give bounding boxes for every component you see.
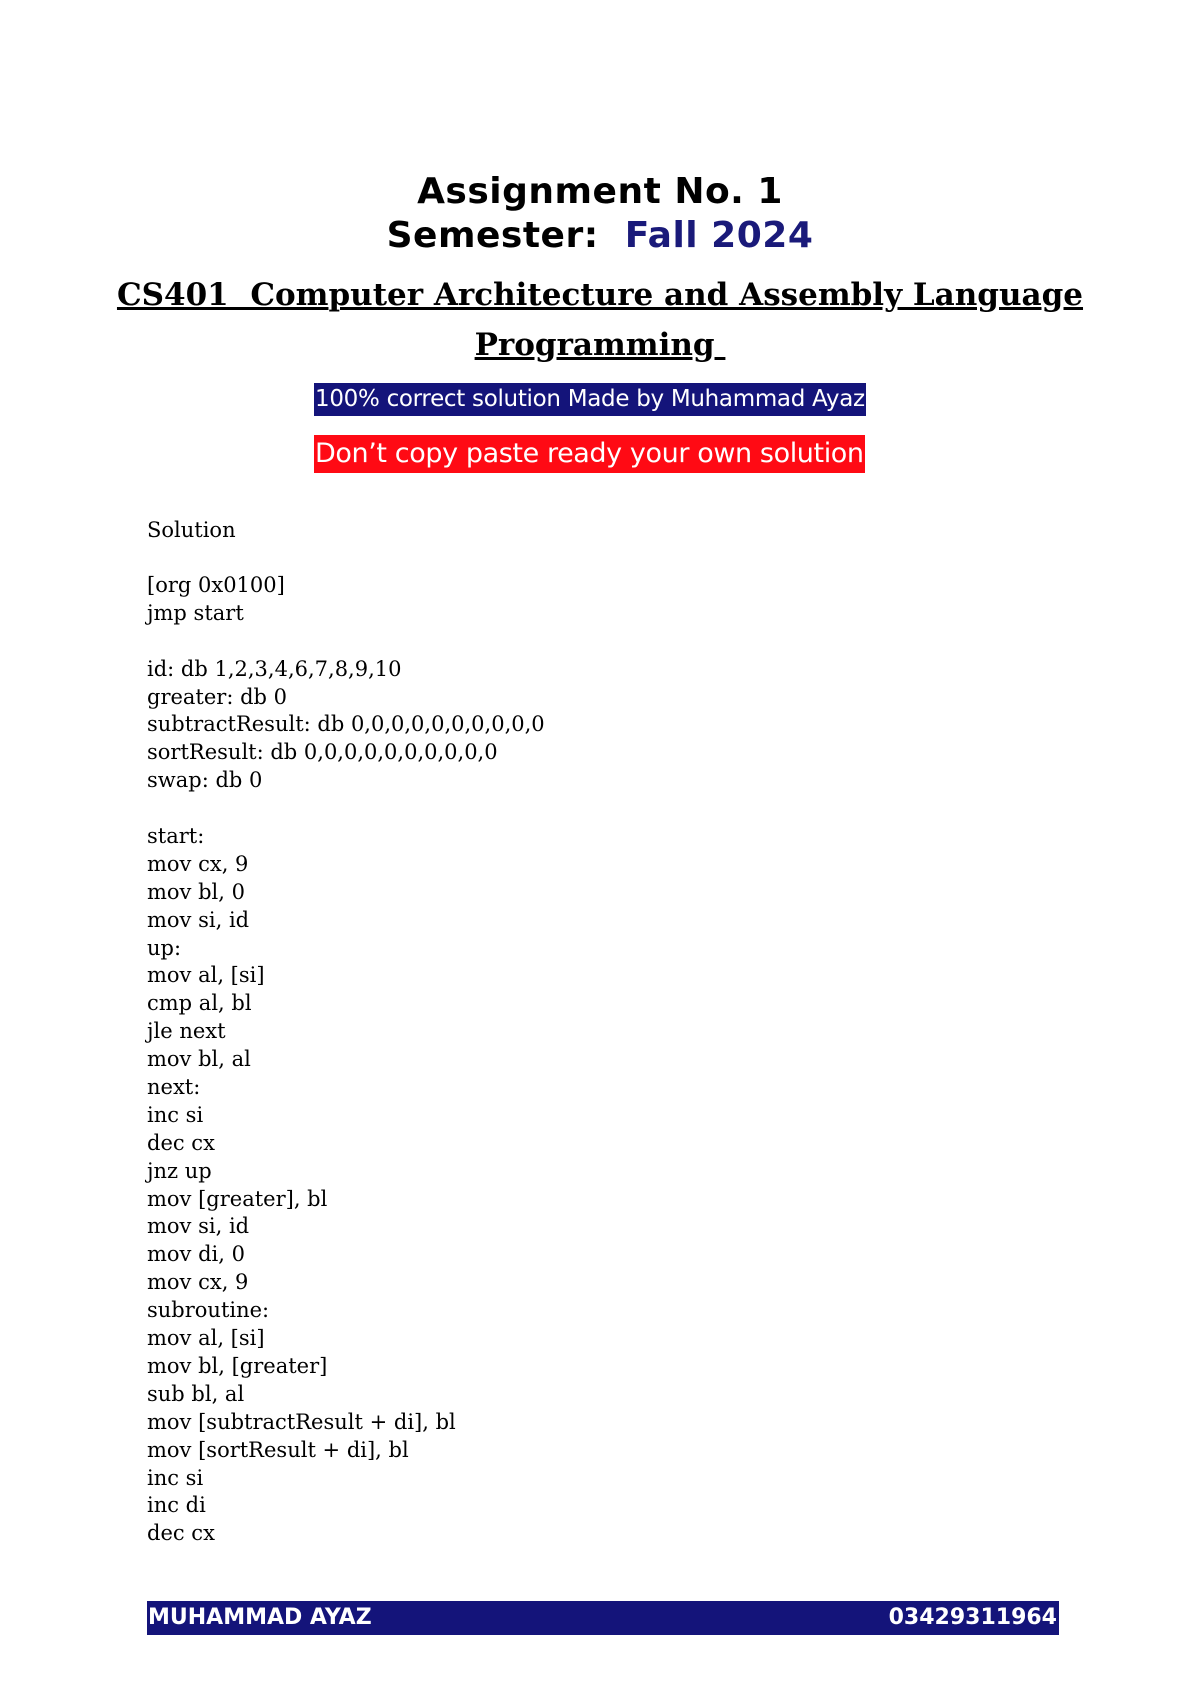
code-line: up: [147,935,182,960]
code-line: sortResult: db 0,0,0,0,0,0,0,0,0,0 [147,740,498,765]
code-line: mov [greater], bl [147,1186,328,1211]
code-line: inc si [147,1102,204,1127]
code-line: jnz up [147,1158,212,1183]
code-line: subroutine: [147,1298,270,1323]
footer-bar [147,1601,1059,1635]
code-line: mov al, [si] [147,1326,265,1351]
semester-value: Fall 2024 [624,215,814,256]
code-line: mov al, [si] [147,963,265,988]
code-line: dec cx [147,1521,215,1546]
code-line: mov bl, 0 [147,879,245,904]
code-line: jle next [147,1019,226,1044]
code-line: [org 0x0100] [147,573,285,597]
course-title-line-2: Programming [474,327,726,363]
credit-banner: 100% correct solution Made by Muhammad Ayaz [314,383,866,416]
code-line: cmp al, bl [147,991,252,1016]
code-line: mov cx, 9 [147,1270,249,1295]
code-line: mov bl, al [147,1047,251,1072]
warning-banner: Don’t copy paste ready your own solution [314,435,865,473]
code-line: jmp start [147,600,244,625]
code-line [147,795,545,823]
code-line: start: [147,824,205,849]
code-line [147,628,545,656]
solution-label: Solution [147,518,236,542]
code-line: subtractResult: db 0,0,0,0,0,0,0,0,0,0 [147,712,545,737]
code-line: mov cx, 9 [147,851,249,876]
code-line: inc di [147,1493,206,1518]
code-line: mov si, id [147,907,250,932]
semester-line [0,214,1200,258]
code-line: mov bl, [greater] [147,1353,328,1378]
course-title [0,270,1200,370]
code-line: mov [subtractResult + di], bl [147,1409,456,1434]
code-line: inc si [147,1465,204,1490]
code-line: id: db 1,2,3,4,6,7,8,9,10 [147,656,402,681]
code-line: swap: db 0 [147,768,263,793]
footer-author-name: MUHAMMAD AYAZ [148,1605,372,1630]
code-line: mov [sortResult + di], bl [147,1437,409,1462]
code-line: greater: db 0 [147,684,288,709]
footer-phone-number: 03429311964 [888,1605,1057,1630]
assignment-title: Assignment No. 1 [417,171,783,212]
code-line: mov di, 0 [147,1242,245,1267]
course-title-line-1: CS401 Computer Architecture and Assembly Language [116,277,1084,313]
code-line: mov si, id [147,1214,250,1239]
code-line: next: [147,1075,201,1100]
code-line: sub bl, al [147,1381,245,1406]
assembly-code-block [147,572,545,1548]
semester-label: Semester: [386,215,599,256]
code-line: dec cx [147,1130,215,1155]
